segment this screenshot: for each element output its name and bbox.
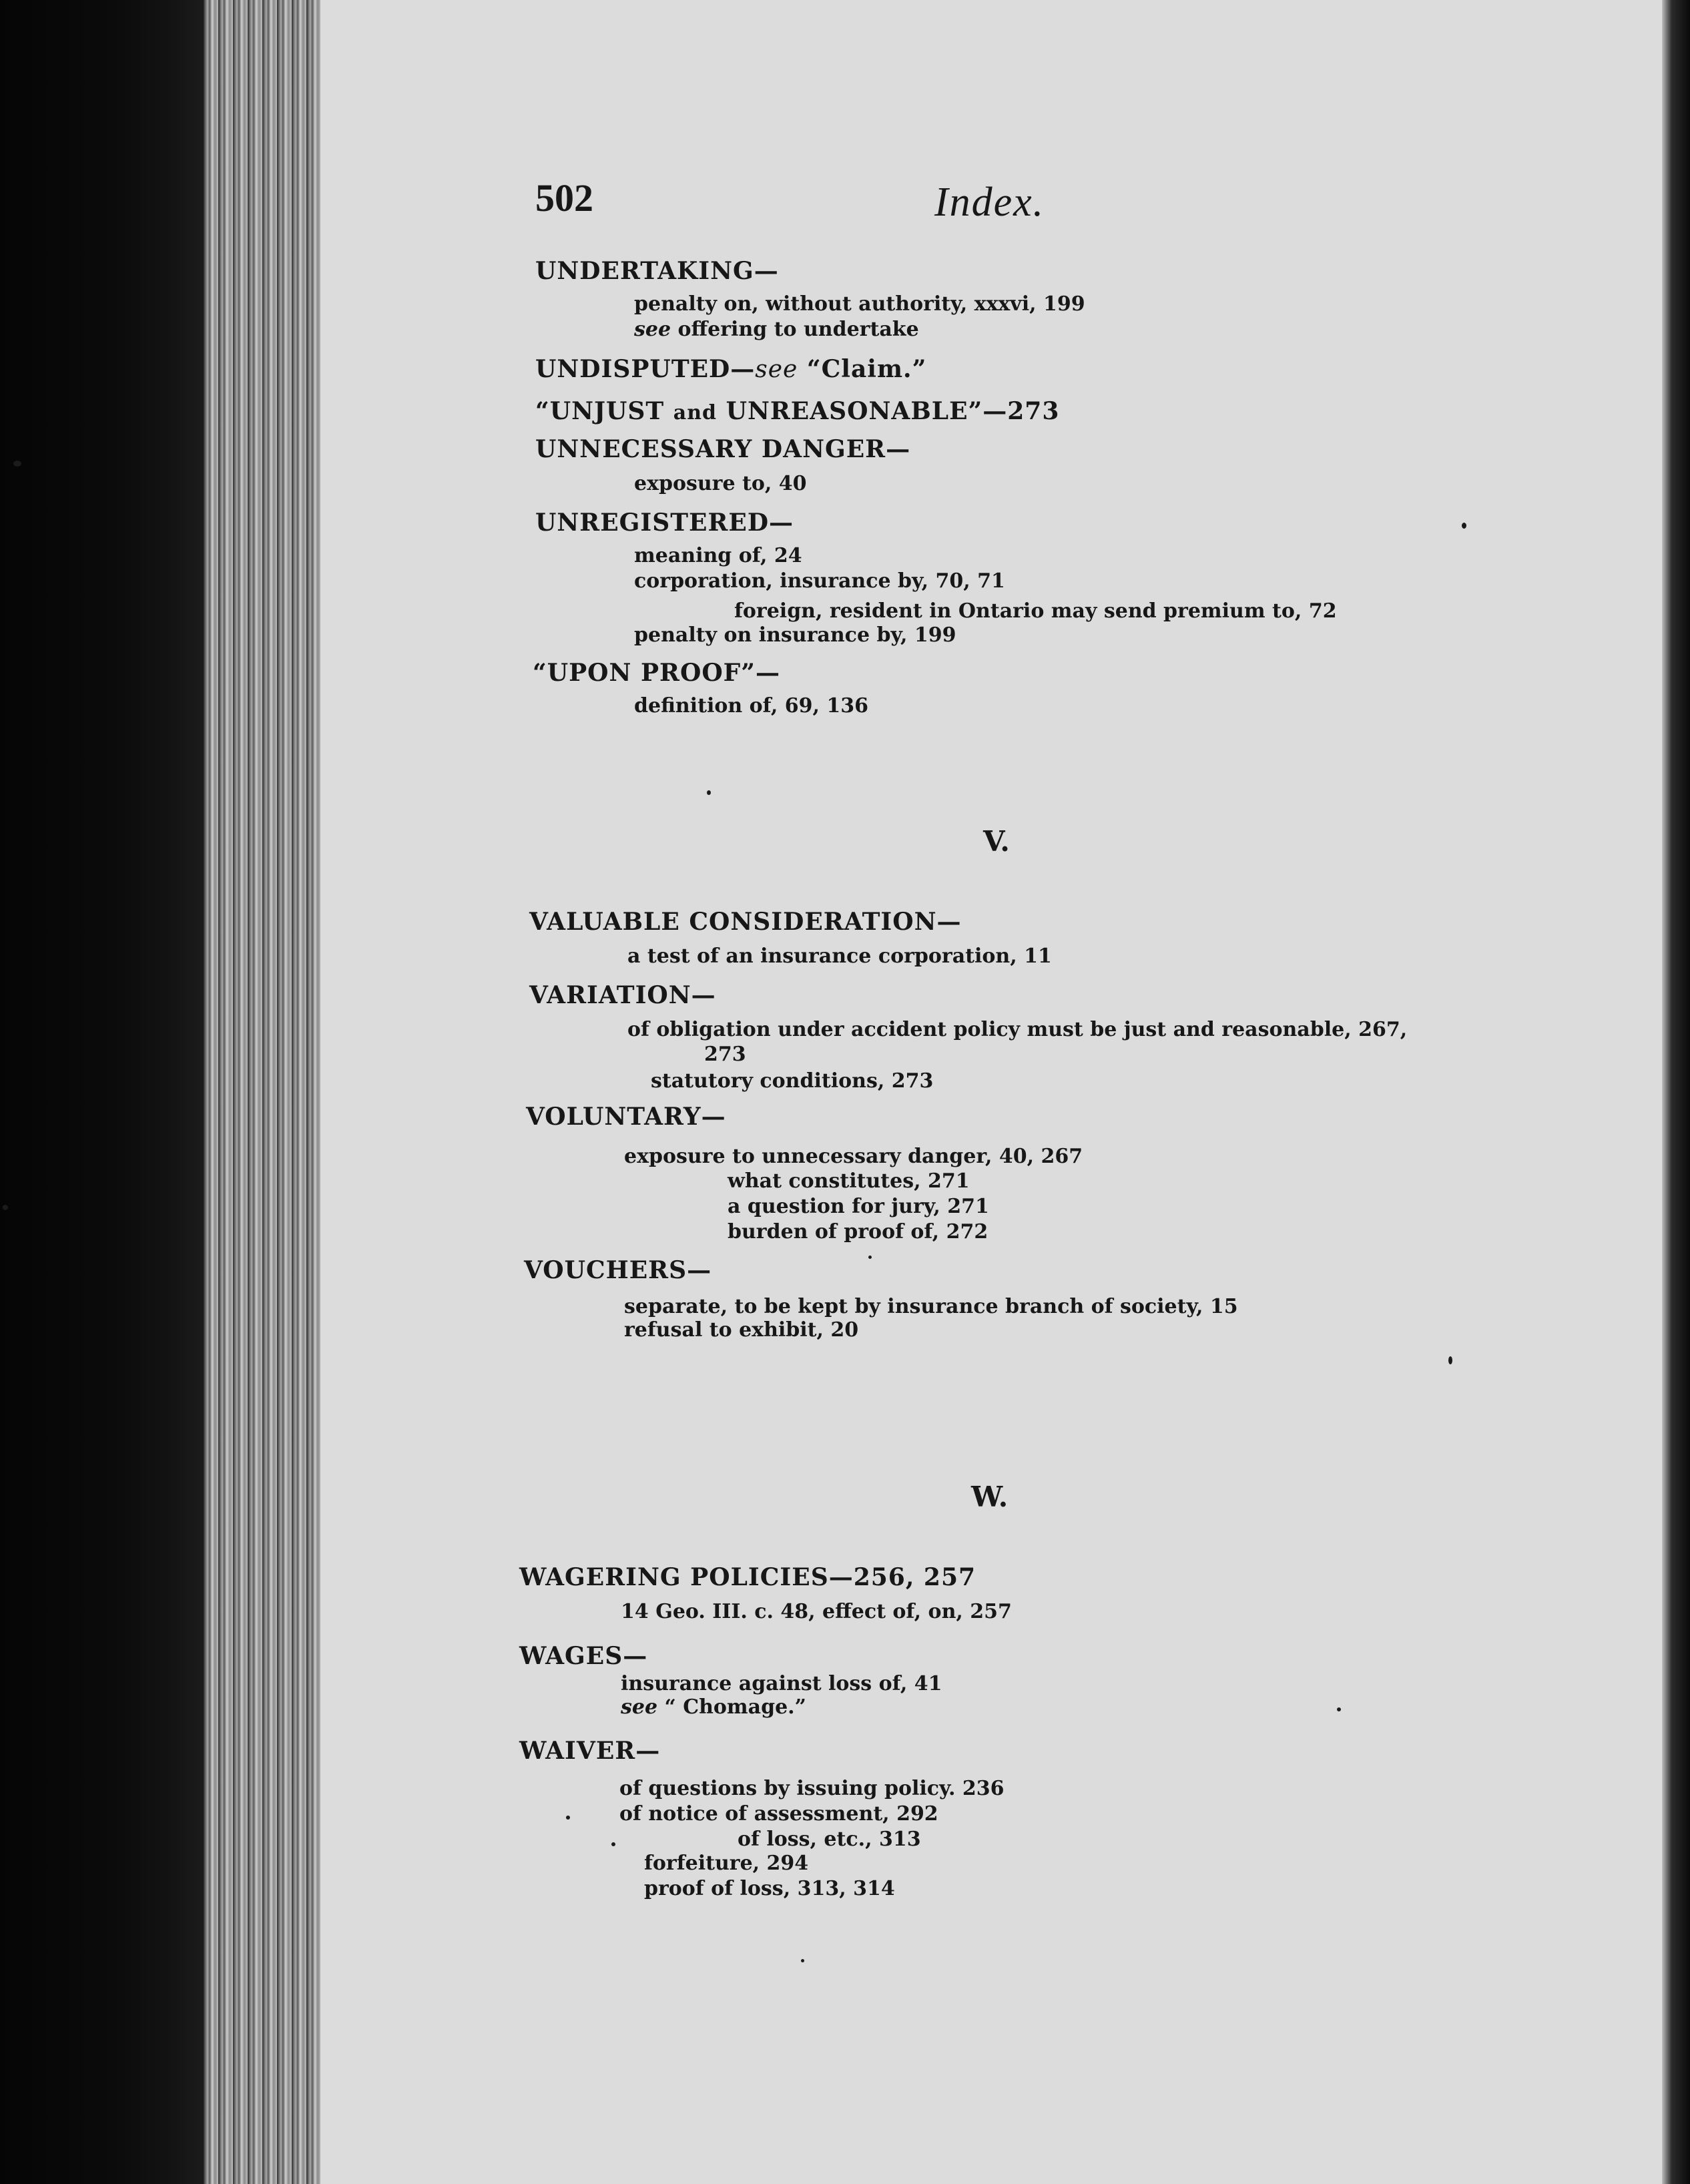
entry-sub: separate, to be kept by insurance branch of society, 15 (624, 1295, 1238, 1318)
entry-sub-see (621, 1697, 806, 1717)
entry-sub-continued: 273 (704, 1043, 746, 1066)
entry-sub: of obligation under accident policy must be just and reasonable, 267, (627, 1018, 1408, 1041)
entry-heading-variation: VARIATION— (529, 981, 716, 1009)
see-reference: see (621, 1695, 658, 1719)
entry-sub: penalty on, without authority, xxxvi, 199 (634, 292, 1085, 316)
entry-sub: corporation, insurance by, 70, 71 (634, 569, 1005, 593)
entry-sub-see (634, 320, 919, 340)
see-reference: see (634, 318, 671, 341)
entry-sub: refusal to exhibit, 20 (624, 1318, 859, 1342)
entry-heading-valuable-consideration: VALUABLE CONSIDERATION— (529, 908, 962, 936)
entry-sub: penalty on insurance by, 199 (634, 623, 956, 647)
section-letter-w: W. (971, 1480, 1009, 1513)
entry-sub: 14 Geo. III. c. 48, effect of, on, 257 (621, 1600, 1012, 1623)
entry-sub: meaning of, 24 (634, 544, 802, 567)
entry-heading-vouchers: VOUCHERS— (524, 1256, 712, 1284)
entry-sub: exposure to unnecessary danger, 40, 267 (624, 1145, 1083, 1168)
entry-heading-wagering-policies: WAGERING POLICIES—256, 257 (519, 1563, 976, 1591)
entry-sub-nested: statutory conditions, 273 (651, 1069, 934, 1093)
heading-conjunction: and (673, 401, 718, 425)
see-target: “ Chomage.” (664, 1695, 806, 1719)
running-head: Index. (934, 180, 1045, 225)
entry-sub: a test of an insurance corporation, 11 (627, 944, 1052, 968)
entry-sub-nested: forfeiture, 294 (644, 1852, 809, 1875)
entry-sub: of questions by issuing policy. 236 (619, 1777, 1005, 1800)
entry-heading-upon-proof: “UPON PROOF”— (533, 659, 780, 687)
entry-heading-undertaking: UNDERTAKING— (535, 257, 779, 285)
section-letter-v: V. (983, 825, 1010, 858)
see-target: “Claim.” (806, 355, 927, 383)
entry-sub-nested: what constitutes, 271 (728, 1169, 970, 1193)
entry-sub: of notice of assessment, 292 (619, 1802, 938, 1826)
entry-heading-unjust (535, 399, 1059, 423)
entry-heading-voluntary: VOLUNTARY— (526, 1103, 726, 1131)
entry-sub-nested: a question for jury, 271 (728, 1195, 989, 1218)
entry-sub: exposure to, 40 (634, 472, 807, 495)
entry-sub-nested: proof of loss, 313, 314 (644, 1877, 895, 1900)
entry-sub-nested: burden of proof of, 272 (728, 1220, 989, 1244)
see-reference: see (755, 356, 798, 383)
see-target: offering to undertake (677, 318, 919, 341)
entry-heading-unregistered: UNREGISTERED— (535, 509, 794, 537)
heading-part: “UNJUST (535, 397, 665, 425)
entry-sub-nested: foreign, resident in Ontario may send premium to, 72 (734, 599, 1337, 623)
page-number: 502 (535, 176, 593, 220)
entry-sub: definition of, 69, 136 (634, 694, 869, 718)
entry-sub: insurance against loss of, 41 (621, 1672, 942, 1695)
heading-text: UNDISPUTED— (535, 355, 756, 383)
entry-heading-undisputed (535, 357, 926, 382)
entry-sub-nested: of loss, etc., 313 (738, 1828, 921, 1851)
entry-heading-unnecessary-danger: UNNECESSARY DANGER— (535, 435, 911, 463)
heading-part: UNREASONABLE”—273 (726, 397, 1060, 425)
entry-heading-wages: WAGES— (519, 1642, 648, 1670)
entry-heading-waiver: WAIVER— (519, 1737, 661, 1765)
